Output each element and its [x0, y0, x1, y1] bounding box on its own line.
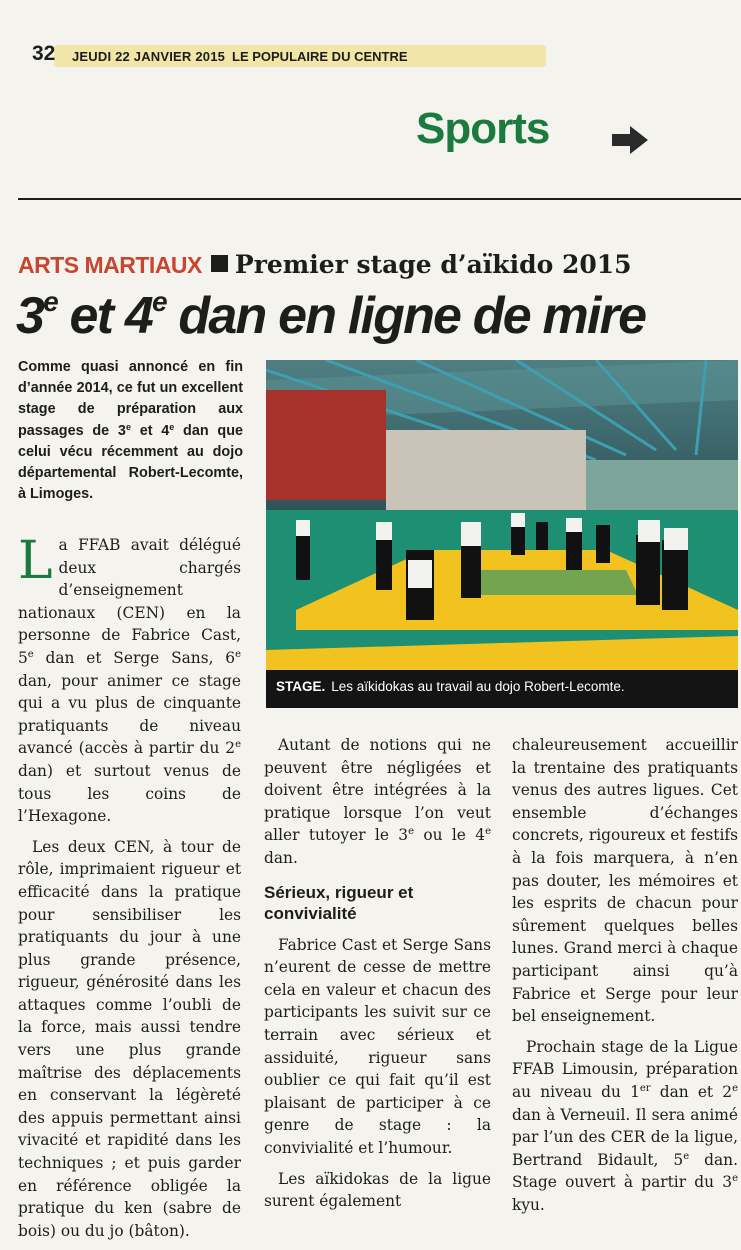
body-paragraph: Autant de notions qui ne peuvent être négligées et doivent être intégrées à la pratique lorsque l’on veut aller tutoyer le 3e ou le 4e dan.	[264, 736, 491, 867]
column-2	[264, 734, 491, 1221]
column-3	[512, 734, 738, 1224]
issue-date: JEUDI 22 JANVIER 2015	[72, 49, 226, 64]
headline: 3e et 4e dan en ligne de mire	[16, 286, 646, 345]
photo-caption	[266, 670, 738, 708]
body-paragraph: La FFAB avait délégué deux chargés d’enseignement nationaux (CEN) en la personne de Fabrice Cast, 5e dan et Serge Sans, 6e dan, pour animer ce stage qui a vu plus de cinquante pratiquants de niveau avancé (accès à partir du 2e dan) et surtout venus de tous les coins de l’Hexagone.	[18, 531, 241, 826]
rubric: ARTS MARTIAUX	[18, 252, 202, 278]
caption-label: STAGE.	[276, 679, 326, 694]
separator-square	[211, 255, 228, 272]
body-paragraph: Fabrice Cast et Serge Sans n’eurent de cesse de mettre cela en valeur et chacun des participants les suivit sur ce terrain avec sérieux et assiduité, rigueur sans oublier ce qui fait qu’il est plaisant de participer à ce genre de stage : la convivialité et l’humour.	[264, 935, 491, 1157]
body-paragraph: Prochain stage de la Ligue FFAB Limousin, préparation au niveau du 1er dan et 2e dan à Verneuil. Il sera animé par l’un des CER de la ligue, Bertrand Bidault, 5e dan. Stage ouvert à partir du 3e kyu.	[512, 1037, 738, 1214]
caption-text: Les aïkidokas au travail au dojo Robert-Lecomte.	[331, 679, 625, 694]
folio	[16, 44, 736, 70]
article-photo	[266, 360, 738, 670]
body-paragraph: Les deux CEN, à tour de rôle, imprimaient rigueur et efficacité dans la pratique pour sensibiliser les pratiquants du jour à une plus grande présence, rigueur, générosité dans les attaques comme l’oubli de la force, mais aussi tendre vers une plus grande maîtrise des déplacements en conservant la légèreté des appuis permettant ainsi vivacité et rapidité dans les techniques ; et puis garder en référence obligée la pratique du ken (sabre de bois) ou du jo (bâton).	[18, 837, 241, 1240]
column-1	[18, 531, 241, 1250]
kicker: Premier stage d’aïkido 2015	[234, 250, 632, 279]
drop-cap: L	[18, 531, 53, 591]
intertitle: Sérieux, rigueur et convivialité	[264, 882, 414, 923]
kicker-row	[18, 250, 632, 279]
section-title: Sports	[416, 104, 550, 153]
newspaper-name: LE POPULAIRE DU CENTRE	[232, 49, 408, 64]
lead-paragraph: Comme quasi annoncé en fin d’année 2014, ce fut un excellent stage de préparation aux passages de 3e et 4e dan que celui vécu récemment au dojo départemental Robert-Lecomte, à Limoges.	[18, 359, 243, 503]
dojo-photo-illustration	[266, 360, 738, 670]
page-number: 32	[32, 42, 56, 65]
arrow-right-icon	[610, 124, 650, 156]
body-paragraph-continued: chaleureusement accueillir la trentaine des pratiquants venus des autres ligues. Cet ensemble d’échanges concrets, rigoureux et festifs à la fois marquera, à n’en pas douter, les mémoires et les esprits de chacun pour sûrement quelques belles lunes. Grand merci à chaque participant ainsi qu’à Fabrice et Serge pour leur bel enseignement.	[512, 736, 738, 1026]
section-rule	[18, 198, 741, 200]
body-paragraph: Les aïkidokas de la ligue surent également	[264, 1169, 491, 1211]
